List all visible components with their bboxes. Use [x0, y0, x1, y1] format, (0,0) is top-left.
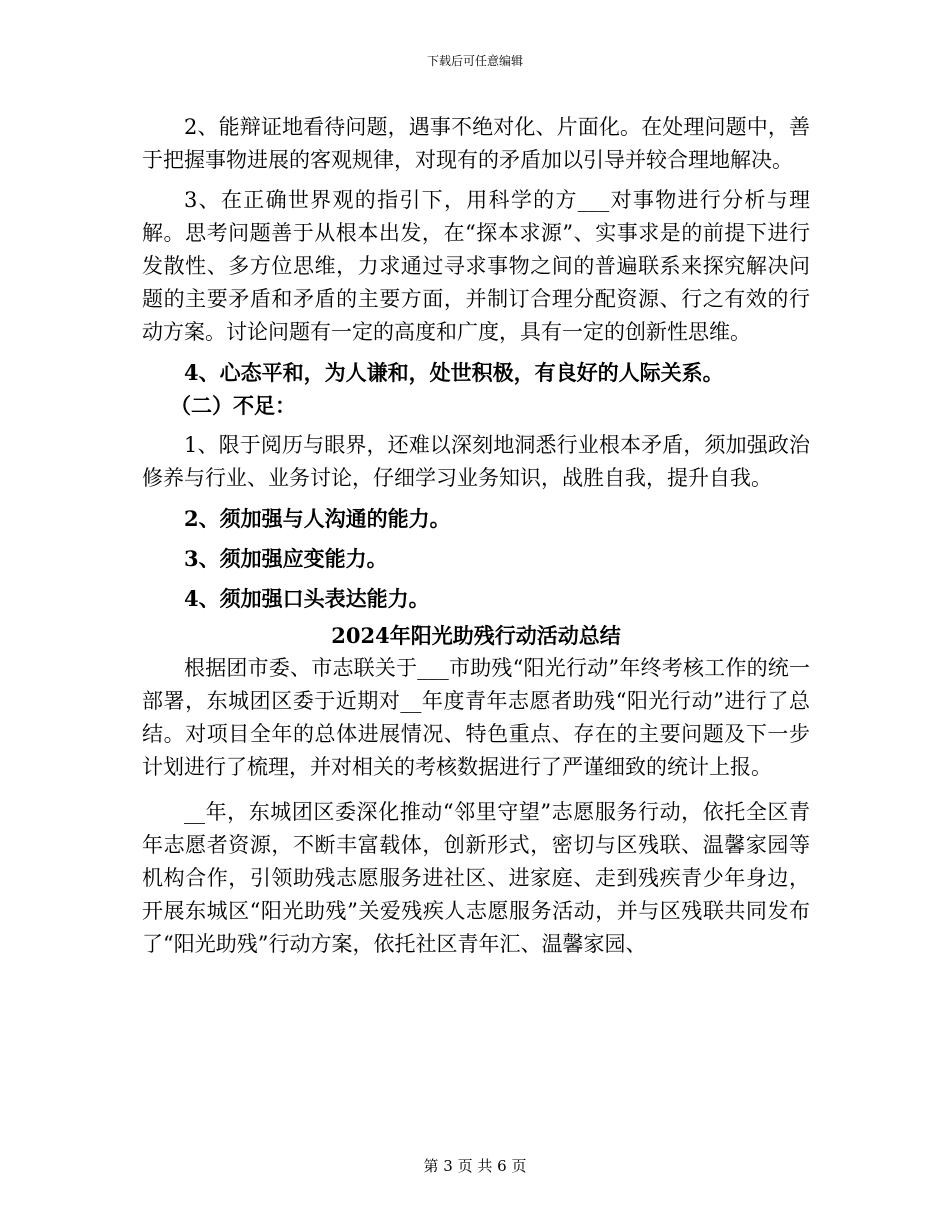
- paragraph-shortcoming-2: 2、须加强与人沟通的能力。: [184, 506, 451, 531]
- page-number: 第 3 页 共 6 页: [423, 1157, 527, 1175]
- document-title: 2024年阳光助残行动活动总结: [331, 623, 621, 648]
- paragraph-summary-body: __年，东城团区委深化推动“邻里守望”志愿服务行动，依托全区青年志愿者资源，不断丰富载体，创新形式，密切与区残联、温馨家园等机构合作，引领助残志愿服务进社区、进家庭、走到残疾青少年身边，开展东城区“阳光助残”关爱残疾人志愿服务活动，并与区残联共同发布了“阳光助残”行动方案，依托社区青年汇、温馨家园、: [142, 800, 810, 956]
- paragraph-shortcoming-4: 4、须加强口头表达能力。: [184, 586, 430, 611]
- paragraph-shortcoming-1: 1、限于阅历与眼界，还难以深刻地洞悉行业根本矛盾，须加强政治修养与行业、业务讨论，仔细学习业务知识，战胜自我，提升自我。: [142, 433, 810, 490]
- paragraph-shortcoming-3: 3、须加强应变能力。: [184, 546, 388, 571]
- document-body: [142, 111, 810, 961]
- paragraph-strength-3: 3、在正确世界观的指引下，用科学的方___对事物进行分析与理解。思考问题善于从根本出发，在“探本求源”、实事求是的前提下进行发散性、多方位思维，力求通过寻求事物之间的普遍联系来探究解决问题的主要矛盾和矛盾的主要方面，并制订合理分配资源、行之有效的行动方案。讨论问题有一定的高度和广度，具有一定的创新性思维。: [142, 188, 810, 344]
- paragraph-strength-2: 2、能辩证地看待问题，遇事不绝对化、片面化。在处理问题中，善于把握事物进展的客观规律，对现有的矛盾加以引导并较合理地解决。: [142, 115, 810, 172]
- page-header-note: 下载后可任意编辑: [426, 54, 523, 68]
- paragraph-summary-intro: 根据团市委、市志联关于___市助残“阳光行动”年终考核工作的统一部署，东城团区委于近期对__年度青年志愿者助残“阳光行动”进行了总结。对项目全年的总体进展情况、特色重点、存在的主要问题及下一步计划进行了梳理，并对相关的考核数据进行了严谨细致的统计上报。: [142, 656, 810, 779]
- paragraph-strength-4: 4、心态平和，为人谦和，处世积极，有良好的人际关系。: [184, 360, 724, 385]
- section-heading-shortcomings: （二）不足：: [170, 393, 296, 418]
